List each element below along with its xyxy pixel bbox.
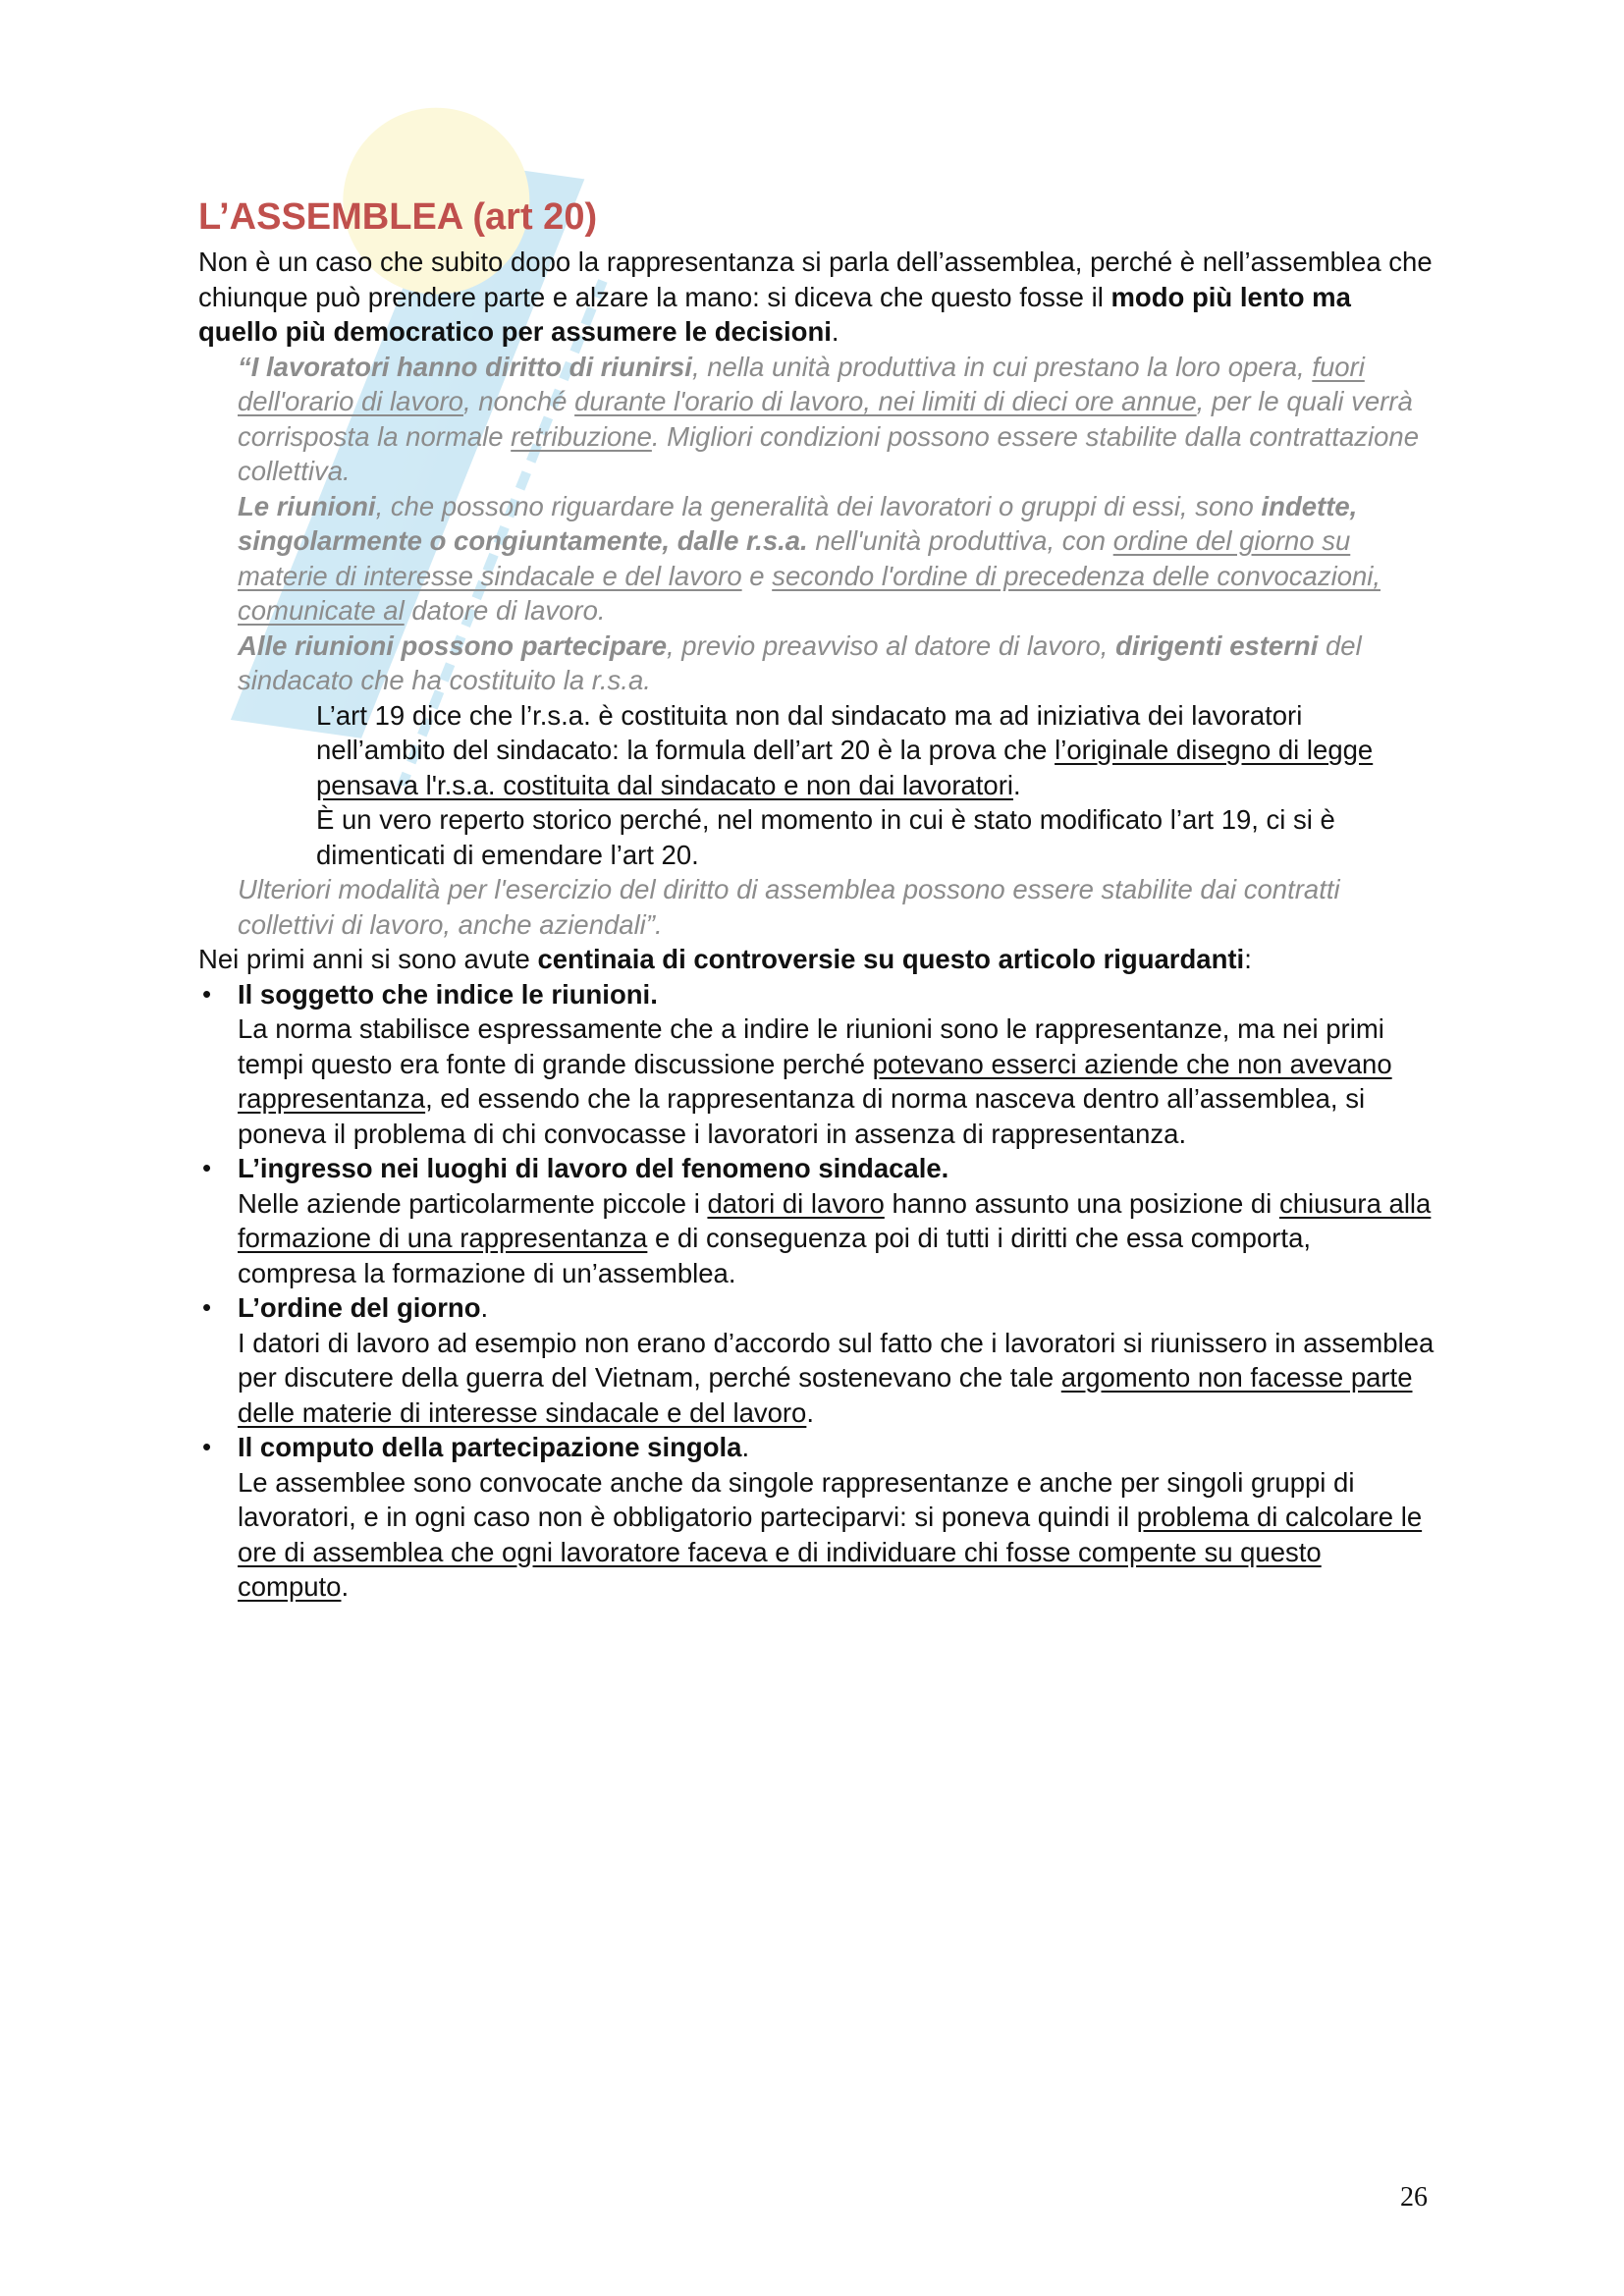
text: Nei primi anni si sono avute (198, 944, 538, 974)
bold-text: centinaia di controversie su questo articolo riguardanti (537, 944, 1245, 974)
text: , previo preavviso al datore di lavoro, (667, 629, 1116, 661)
text: , nonché (462, 386, 575, 416)
item-heading: Il soggetto che indice le riunioni (238, 978, 651, 1010)
text: hanno assunto una posizione di (884, 1187, 1279, 1219)
text: , ed essendo che la rappresentanza di norma nasceva dentro all’assemblea, si poneva il problema di chi convocasse i lavoratori in assenza di rappresentanza. (238, 1083, 1366, 1149)
underlined-text: chiusura alla formazione di una rappresentanza (238, 1187, 1432, 1253)
quote-paragraph-2 (238, 489, 1435, 629)
text: I datori di lavoro ad esempio non erano d’accordo sul fatto che i lavoratori si riunissero in assemblea per discutere della guerra del Vietnam, perché sostenevano che tale (238, 1327, 1435, 1393)
item-heading: Il computo della partecipazione singola (238, 1432, 742, 1462)
underlined-text: l’originale disegno di legge pensava l'r.s.a. costituita dal sindacato e non dai lavoratori (316, 735, 1374, 800)
text: Non è un caso che subito dopo la rappresentanza si parla dell’assemblea, perché è nell’assemblea che chiunque può prendere parte e alzare la mano: si diceva che questo fosse il (198, 246, 1433, 312)
text: del sindacato che ha costituito la r.s.a. (238, 629, 1362, 695)
item-heading: L’ingresso nei luoghi di lavoro del fenomeno sindacale (238, 1153, 942, 1183)
author-comment (316, 698, 1435, 873)
bold-text: dirigenti esterni (1115, 629, 1319, 661)
bold-text: Le riunioni (238, 490, 376, 521)
comment-paragraph-1 (316, 698, 1435, 803)
text: , per le quali verrà corrisposta la normale (238, 386, 1413, 452)
page-number: 26 (1400, 2182, 1428, 2213)
list-item: • Il computo della partecipazione singola. Le assemblee sono convocate anche da singole rappresentanze e anche per singoli gruppi di lavoratori, e in ogni caso non è obbligatorio parteciparvi: si poneva quindi il problema di calcolare le ore di assemblea che ogni lavoratore faceva e di individuare chi fosse compente su questo computo. (198, 1430, 1435, 1605)
underlined-text: retribuzione (511, 420, 652, 452)
text: . (806, 1396, 814, 1428)
list-item: • Il soggetto che indice le riunioni. La norma stabilisce espressamente che a indire le riunioni sono le rappresentanze, ma nei primi tempi questo era fonte di grande discussione perché potevano esserci aziende che non avevano rappresentanza, ed essendo che la rappresentanza di norma nasceva dentro all’assemblea, si poneva il problema di chi convocasse i lavoratori in assenza di rappresentanza. (198, 977, 1435, 1152)
quote-paragraph-4: Ulteriori modalità per l'esercizio del diritto di assemblea possono essere stabilite dai contratti collettivi di lavoro, anche aziendali”. (238, 874, 1340, 940)
text: La norma stabilisce espressamente che a indire le riunioni sono le rappresentanze, ma nei primi tempi questo era fonte di grande discussione perché (238, 1013, 1384, 1079)
document-body (198, 191, 1435, 1605)
text: . (341, 1571, 350, 1602)
bold-text: modo più lento ma quello più democratico per assumere le decisioni (198, 281, 1351, 347)
text: . (831, 316, 839, 347)
underlined-text: argomento non facesse parte delle materie di interesse sindacale e del lavoro (238, 1362, 1413, 1428)
text: datore di lavoro. (404, 595, 606, 626)
quote-paragraph-3 (238, 629, 1435, 698)
underlined-text: durante l'orario di lavoro, nei limiti di dieci ore annue (574, 386, 1197, 416)
text: Le assemblee sono convocate anche da singole rappresentanze e anche per singoli gruppi di lavoratori, e in ogni caso non è obbligatorio parteciparvi: si poneva quindi il (238, 1466, 1355, 1532)
intro-paragraph (198, 245, 1435, 350)
bold-text: Alle riunioni possono partecipare (238, 629, 668, 661)
text: : (1244, 944, 1252, 974)
text: L’art 19 dice che l’r.s.a. è costituita non dal sindacato ma ad iniziativa dei lavoratori nell’ambito del sindacato: la formula dell’art 20 è la prova che (316, 699, 1303, 765)
underlined-text: secondo l'ordine di precedenza delle convocazioni, comunicate al (238, 560, 1381, 626)
underlined-text: ordine del giorno su materie di interesse sindacale e del lavoro (238, 525, 1351, 591)
text: Nelle aziende particolarmente piccole i (238, 1187, 708, 1219)
text: . Migliori condizioni possono essere stabilite dalla contrattazione collettiva. (238, 420, 1419, 486)
section-title: L’ASSEMBLEA (art 20) (198, 196, 598, 238)
list-item: • L’ordine del giorno. I datori di lavoro ad esempio non erano d’accordo sul fatto che i lavoratori si riunissero in assemblea per discutere della guerra del Vietnam, perché sostenevano che tale argomento non facesse parte delle materie di interesse sindacale e del lavoro. (198, 1290, 1435, 1430)
article-quote (238, 350, 1435, 943)
item-heading: L’ordine del giorno (238, 1292, 481, 1323)
controversie-list (198, 977, 1435, 1605)
text: , nella unità produttiva in cui prestano la loro opera, (691, 351, 1313, 382)
text: . (1012, 769, 1021, 800)
underlined-text: fuori dell'orario di lavoro (238, 351, 1365, 416)
text: e (741, 560, 773, 591)
quote-paragraph-1 (238, 350, 1435, 489)
bold-text: indette, singolarmente o congiuntamente, dalle r.s.a. (238, 490, 1358, 556)
underlined-text: potevano esserci aziende che non avevano rappresentanza (238, 1048, 1392, 1114)
underlined-text: problema di calcolare le ore di assemblea che ogni lavoratore faceva e di individuare chi fosse compente su questo computo (238, 1502, 1423, 1602)
bold-text: “I lavoratori hanno diritto di riunirsi (238, 351, 692, 382)
text: , che possono riguardare la generalità dei lavoratori o gruppi di essi, sono (375, 490, 1262, 521)
controversie-paragraph (198, 942, 1435, 977)
underlined-text: datori di lavoro (707, 1187, 885, 1219)
list-item: • L’ingresso nei luoghi di lavoro del fenomeno sindacale. Nelle aziende particolarmente piccole i datori di lavoro hanno assunto una posizione di chiusura alla formazione di una rappresentanza e di conseguenza poi di tutti i diritti che essa comporta, compresa la formazione di un’assemblea. (198, 1151, 1435, 1290)
comment-paragraph-2: È un vero reperto storico perché, nel momento in cui è stato modificato l’art 19, ci si è dimenticati di emendare l’art 20. (316, 804, 1335, 870)
text: nell'unità produttiva, con (807, 525, 1113, 556)
text: e di conseguenza poi di tutti i diritti che essa comporta, compresa la formazione di un’assemblea. (238, 1223, 1312, 1288)
